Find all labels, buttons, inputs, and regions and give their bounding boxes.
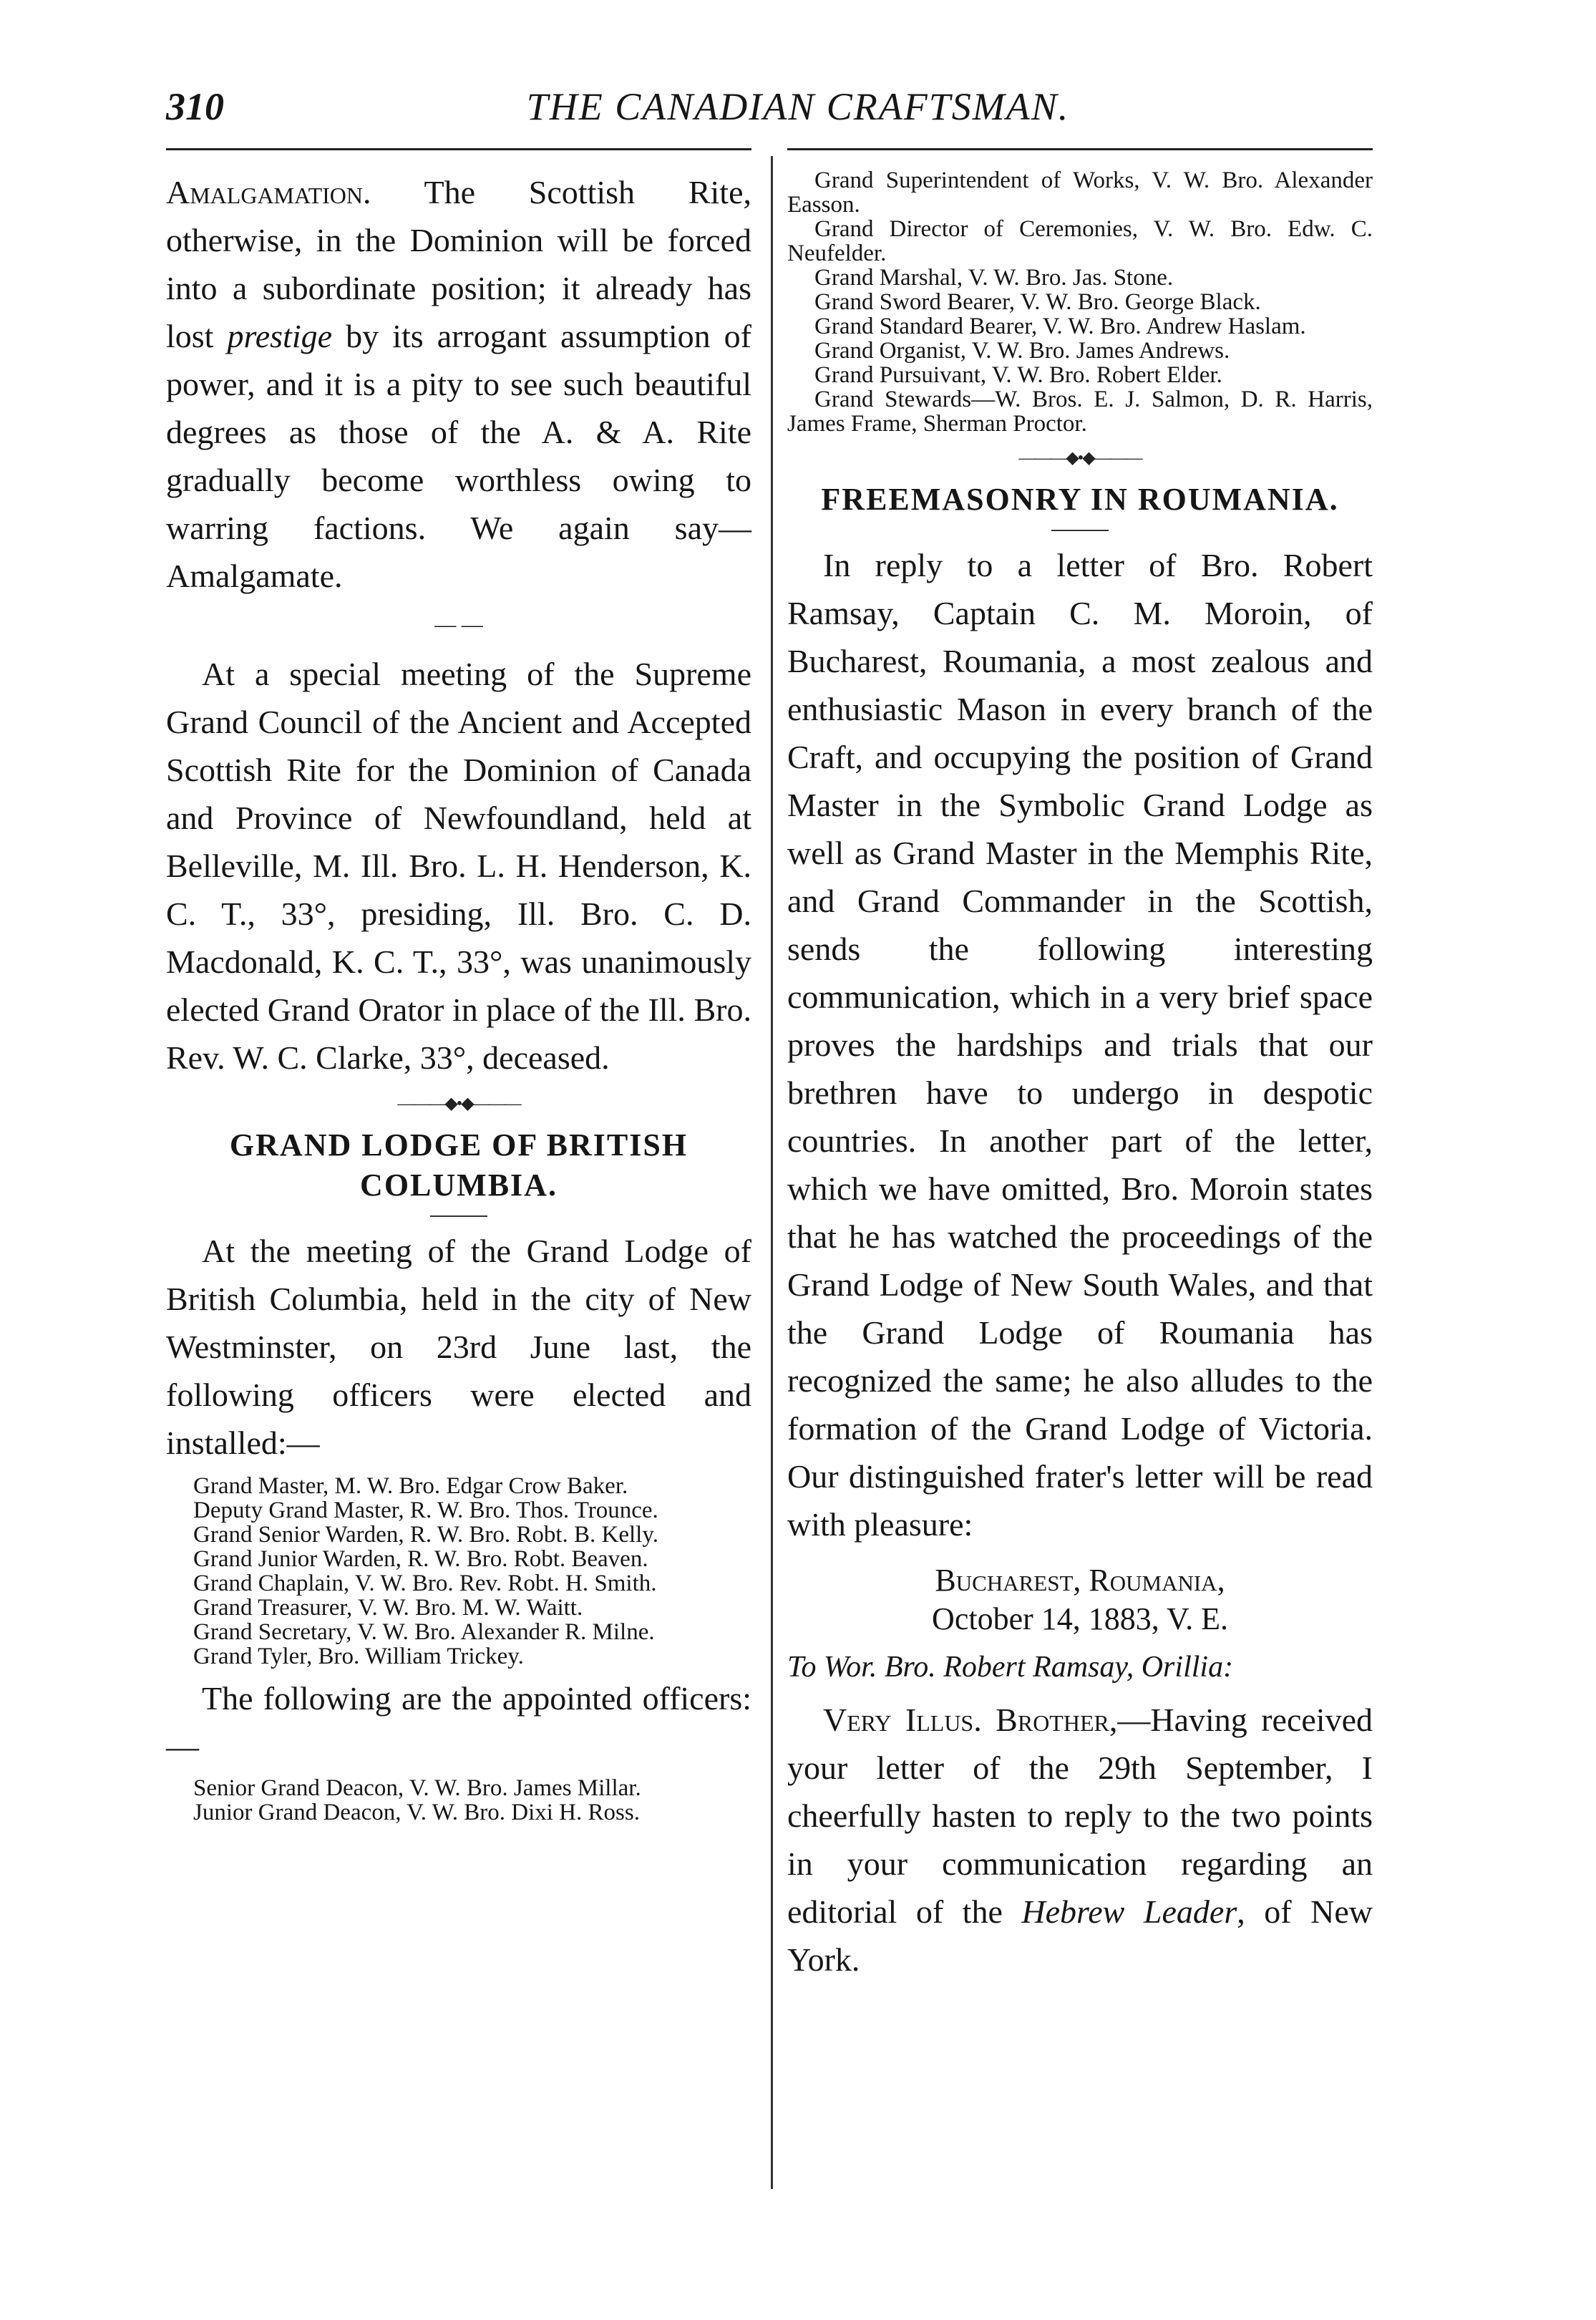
- letter-dateline: [787, 1561, 1373, 1639]
- heading-rule: [430, 1215, 487, 1217]
- letter-text-b: , of New York.: [787, 1893, 1373, 1978]
- column-divider: [771, 156, 773, 2189]
- amalgamation-text-a: The Scottish Rite, otherwise, in the Dominion will be forced into a subordinate position; it already has lost: [166, 174, 751, 354]
- section-heading-british-columbia: GRAND LODGE OF BRITISH COLUMBIA.: [229, 1127, 688, 1203]
- section-heading-roumania: FREEMASONRY IN ROUMANIA.: [821, 482, 1339, 517]
- header-rule-left: [166, 148, 751, 150]
- letter-body: [787, 1696, 1373, 1984]
- letter-text-a: —Having received your letter of the 29th September, I cheerfully hasten to reply to the two points in your communication regarding an editorial of the: [787, 1702, 1373, 1930]
- ornament-rule: ———◆•◆———: [397, 1095, 520, 1113]
- separator-dash: — —: [434, 613, 483, 636]
- amalgamation-lead: Amalgamation.: [166, 174, 371, 210]
- list-item: Grand Superintendent of Works, V. W. Bro. Alexander Easson.: [787, 168, 1373, 218]
- left-column: [166, 168, 751, 1825]
- page-header: [0, 84, 1596, 149]
- right-column: [787, 168, 1373, 1984]
- running-title: THE CANADIAN CRAFTSMAN.: [526, 85, 1070, 128]
- dateline-date: October 14, 1883, V. E.: [932, 1601, 1228, 1636]
- header-rule-right: [787, 148, 1373, 150]
- appointed-officers-list: [166, 1776, 751, 1825]
- amalgamation-text-b: by its arrogant assumption of power, and it is a pity to see such beautiful degrees as those of the A. & A. Rite gradually become worthless owing to warring factions. We again say—Amalgamate.: [166, 318, 752, 594]
- list-item: Grand Stewards—W. Bros. E. J. Salmon, D. R. Harris, James Frame, Sherman Proctor.: [787, 387, 1373, 437]
- list-item: Grand Standard Bearer, V. W. Bro. Andrew Haslam.: [814, 314, 1306, 339]
- dateline-place: Bucharest, Roumania,: [935, 1563, 1225, 1598]
- amalgamation-paragraph: [166, 168, 751, 600]
- amalgamation-italic: prestige: [227, 318, 333, 354]
- letter-salutation: Very Illus. Brother,: [823, 1702, 1118, 1738]
- list-item: Junior Grand Deacon, V. W. Bro. Dixi H. Ross.: [193, 1800, 640, 1825]
- list-item: Grand Secretary, V. W. Bro. Alexander R. Milne.: [193, 1619, 655, 1645]
- bc-meeting-paragraph: At the meeting of the Grand Lodge of British Columbia, held in the city of New Westminster, on 23rd June last, the following officers were elected and installed:—: [166, 1233, 751, 1461]
- list-item: Grand Treasurer, V. W. Bro. M. W. Waitt.: [193, 1595, 583, 1621]
- list-item: Grand Marshal, V. W. Bro. Jas. Stone.: [814, 265, 1174, 291]
- letter-addressee: To Wor. Bro. Robert Ramsay, Orillia:: [787, 1651, 1234, 1684]
- list-item: Grand Pursuivant, V. W. Bro. Robert Elder.: [814, 362, 1222, 388]
- list-item: Grand Organist, V. W. Bro. James Andrews.: [814, 338, 1230, 364]
- list-item: Grand Director of Ceremonies, V. W. Bro. Edw. C. Neufelder.: [787, 216, 1373, 266]
- continued-officers-list: [787, 168, 1373, 436]
- list-item: Grand Tyler, Bro. William Trickey.: [193, 1644, 524, 1669]
- roumania-paragraph: In reply to a letter of Bro. Robert Ramsay, Captain C. M. Moroin, of Bucharest, Roumania, a most zealous and enthusiastic Mason in every branch of the Craft, and occupying the position of Grand Master in the Symbolic Grand Lodge as well as Grand Master in the Memphis Rite, and Grand Commander in the Scottish, sends the following interesting communication, which in a very brief space proves the hardships and trials that our brethren have to undergo in despotic countries. In another part of the letter, which we have omitted, Bro. Moroin states that he has watched the proceedings of the Grand Lodge of New South Wales, and that the Grand Lodge of Roumania has recognized the same; he also alludes to the formation of the Grand Lodge of Victoria. Our distinguished frater's letter will be read with pleasure:: [787, 547, 1373, 1543]
- list-item: Grand Junior Warden, R. W. Bro. Robt. Beaven.: [193, 1546, 648, 1572]
- list-item: Senior Grand Deacon, V. W. Bro. James Millar.: [193, 1775, 641, 1801]
- letter-italic: Hebrew Leader: [1021, 1893, 1237, 1930]
- elected-officers-list: [166, 1474, 751, 1669]
- page-number: 310: [166, 85, 224, 128]
- appointed-intro: The following are the appointed officers:—: [166, 1680, 751, 1765]
- list-item: Grand Master, M. W. Bro. Edgar Crow Baker.: [193, 1473, 628, 1499]
- list-item: Grand Sword Bearer, V. W. Bro. George Black.: [814, 289, 1261, 315]
- heading-rule: [1051, 530, 1109, 531]
- list-item: Deputy Grand Master, R. W. Bro. Thos. Trounce.: [193, 1498, 658, 1523]
- special-meeting-paragraph: At a special meeting of the Supreme Grand Council of the Ancient and Accepted Scottish Rite for the Dominion of Canada and Province of Newfoundland, held at Belleville, M. Ill. Bro. L. H. Henderson, K. C. T., 33°, presiding, Ill. Bro. C. D. Macdonald, K. C. T., 33°, was unanimously elected Grand Orator in place of the Ill. Bro. Rev. W. C. Clarke, 33°, deceased.: [166, 656, 751, 1076]
- list-item: Grand Chaplain, V. W. Bro. Rev. Robt. H. Smith.: [193, 1571, 657, 1596]
- ornament-rule: ———◆•◆———: [1018, 449, 1142, 467]
- list-item: Grand Senior Warden, R. W. Bro. Robt. B. Kelly.: [193, 1522, 658, 1548]
